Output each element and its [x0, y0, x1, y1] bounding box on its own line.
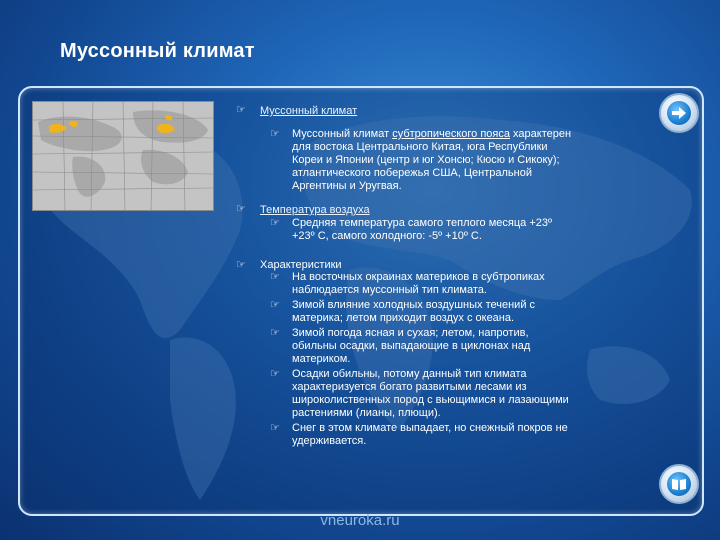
- climate-map-image: [32, 101, 214, 211]
- pointing-hand-icon: ☞: [270, 299, 280, 311]
- list-item: [236, 271, 656, 297]
- pointing-hand-icon: ☞: [270, 128, 280, 140]
- pointing-hand-icon: ☞: [270, 271, 280, 283]
- paragraph-line: Аргентины и Уругвая.: [292, 180, 402, 192]
- pointing-hand-icon: ☞: [236, 104, 246, 116]
- section-heading-monsoon[interactable]: Муссонный климат: [260, 105, 358, 117]
- paragraph-line: атлантического побережья США, Центральной: [292, 167, 532, 179]
- paragraph-line: +23º С, самого холодного: -5º +10º С.: [292, 230, 482, 242]
- paragraph-line: характеризуется богато развитыми лесами из: [292, 381, 527, 393]
- paragraph-line: материком.: [292, 353, 351, 365]
- arrow-right-icon: [667, 101, 691, 125]
- contents-book-button[interactable]: [659, 464, 699, 504]
- pointing-hand-icon: ☞: [270, 422, 280, 434]
- pointing-hand-icon: ☞: [270, 368, 280, 380]
- book-icon: [667, 472, 691, 496]
- paragraph-line: широколиственных пород с вьющимися и лазающими: [292, 394, 569, 406]
- paragraph-line: удерживается.: [292, 435, 367, 447]
- slide-title: Муссонный климат: [60, 40, 255, 62]
- paragraph-line: растениями (лианы, плющи).: [292, 407, 441, 419]
- paragraph-line: Муссонный климат субтропического пояса характерен: [292, 128, 572, 140]
- paragraph-line: Осадки обильны, потому данный тип климата: [292, 368, 527, 380]
- paragraph-line: На восточных окраинах материков в субтропиках: [292, 271, 545, 283]
- text-content: [236, 104, 656, 448]
- pointing-hand-icon: ☞: [236, 203, 246, 215]
- paragraph-line: Кореи и Японии (центр и юг Хонсю; Кюсю и Сикоку);: [292, 154, 560, 166]
- next-slide-button[interactable]: [659, 93, 699, 133]
- paragraph-line: обильны осадки, выпадающие в циклонах над: [292, 340, 531, 352]
- paragraph-line: для востока Центрального Китая, юга Республики: [292, 141, 548, 153]
- list-item: [236, 128, 656, 193]
- paragraph-line: Зимой влияние холодных воздушных течений с: [292, 299, 536, 311]
- subtropical-belt-link[interactable]: субтропического пояса: [392, 128, 510, 140]
- footer-watermark: vneuroka.ru: [320, 512, 400, 529]
- section-heading-characteristics: Характеристики: [260, 259, 342, 271]
- paragraph-line: материка; летом приходит воздух с океана.: [292, 312, 515, 324]
- paragraph-line: наблюдается муссонный тип климата.: [292, 284, 487, 296]
- section-temperature: [236, 203, 656, 217]
- list-item: [236, 327, 656, 366]
- section-characteristics: [236, 259, 656, 271]
- section-heading-temperature[interactable]: Температура воздуха: [260, 204, 370, 216]
- section-monsoon: [236, 104, 656, 118]
- list-item: [236, 217, 656, 243]
- pointing-hand-icon: ☞: [270, 217, 280, 229]
- paragraph-line: Средняя температура самого теплого месяца +23º: [292, 217, 553, 229]
- paragraph-line: Зимой погода ясная и сухая; летом, напротив,: [292, 327, 529, 339]
- list-item: [236, 368, 656, 420]
- list-item: [236, 422, 656, 448]
- paragraph-line: Снег в этом климате выпадает, но снежный покров не: [292, 422, 568, 434]
- pointing-hand-icon: ☞: [270, 327, 280, 339]
- pointing-hand-icon: ☞: [236, 259, 246, 271]
- list-item: [236, 299, 656, 325]
